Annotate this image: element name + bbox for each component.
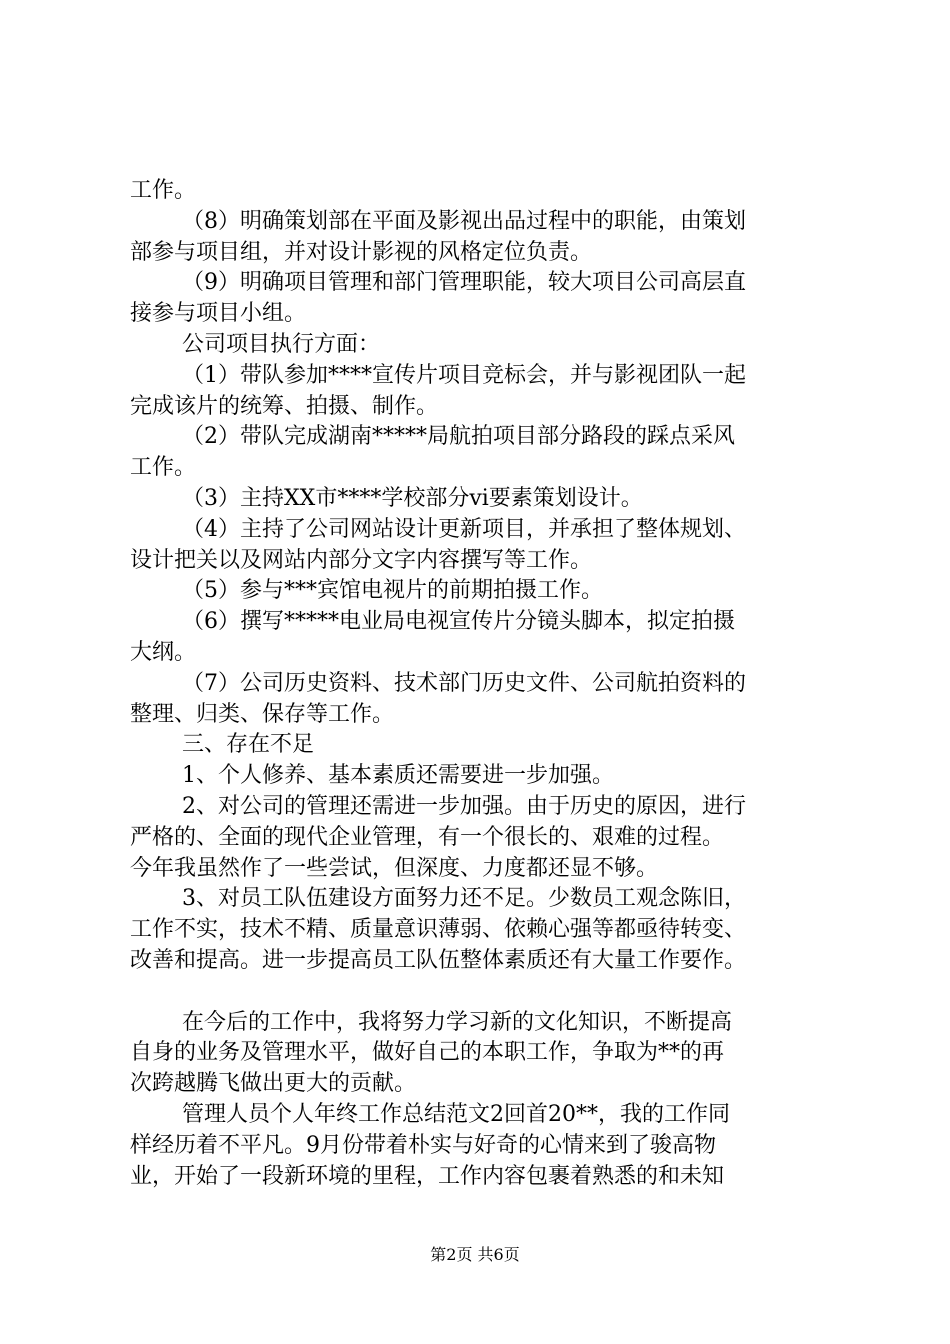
document-line: 设计把关以及网站内部分文字内容撰写等工作。 <box>130 547 593 573</box>
document-line <box>130 977 835 1008</box>
document-line: 3、对员工队伍建设方面努力还不足。少数员工观念陈旧， <box>182 886 746 912</box>
document-body <box>130 176 835 1192</box>
document-line: 业，开始了一段新环境的里程，工作内容包裹着熟悉的和未知 <box>130 1163 725 1189</box>
document-line: 工作不实，技术不精、质量意识薄弱、依赖心强等都亟待转变、 <box>130 917 747 943</box>
document-line: （9）明确项目管理和部门管理职能，较大项目公司高层直 <box>182 270 746 296</box>
document-line: 接参与项目小组。 <box>130 301 307 327</box>
document-line: 次跨越腾飞做出更大的贡献。 <box>130 1071 417 1097</box>
document-line: 工作。 <box>130 178 197 203</box>
document-line: （4）主持了公司网站设计更新项目，并承担了整体规划、 <box>182 516 746 542</box>
document-line: 公司项目执行方面： <box>182 331 381 357</box>
document-line: （8）明确策划部在平面及影视出品过程中的职能，由策划 <box>182 208 746 234</box>
document-line: 工作。 <box>130 455 197 481</box>
document-line: 严格的、全面的现代企业管理，有一个很长的、艰难的过程。 <box>130 824 725 850</box>
document-line: （6）撰写*****电业局电视宣传片分镜头脚本，拟定拍摄 <box>182 609 735 635</box>
document-line: 自身的业务及管理水平，做好自己的本职工作，争取为**的再 <box>130 1040 725 1066</box>
document-line: 样经历着不平凡。9月份带着朴实与好奇的心情来到了骏高物 <box>130 1132 716 1158</box>
document-line: （1）带队参加****宣传片项目竞标会，并与影视团队一起 <box>182 362 746 388</box>
page-footer: 第2页 共6页 <box>430 1245 520 1264</box>
document-line: （3）主持XX市****学校部分vi要素策划设计。 <box>182 485 643 511</box>
document-line: 管理人员个人年终工作总结范文2回首20**，我的工作同 <box>182 1101 730 1127</box>
document-line: 三、存在不足 <box>182 732 315 758</box>
document-line: 大纲。 <box>130 639 197 665</box>
document-line: 今年我虽然作了一些尝试，但深度、力度都还显不够。 <box>130 855 659 881</box>
document-line: 整理、归类、保存等工作。 <box>130 701 395 727</box>
document-line: 完成该片的统筹、拍摄、制作。 <box>130 393 439 419</box>
document-line: 部参与项目组，并对设计影视的风格定位负责。 <box>130 239 593 265</box>
document-line: （2）带队完成湖南*****局航拍项目部分路段的踩点采风 <box>182 424 735 450</box>
document-line: 2、对公司的管理还需进一步加强。由于历史的原因，进行 <box>182 793 746 819</box>
document-line: 在今后的工作中，我将努力学习新的文化知识，不断提高 <box>182 1009 733 1035</box>
document-line: 改善和提高。进一步提高员工队伍整体素质还有大量工作要作。 <box>130 947 747 973</box>
document-line: 1、个人修养、基本素质还需要进一步加强。 <box>182 763 614 789</box>
document-line: （7）公司历史资料、技术部门历史文件、公司航拍资料的 <box>182 670 746 696</box>
document-line: （5）参与***宾馆电视片的前期拍摄工作。 <box>182 578 603 604</box>
